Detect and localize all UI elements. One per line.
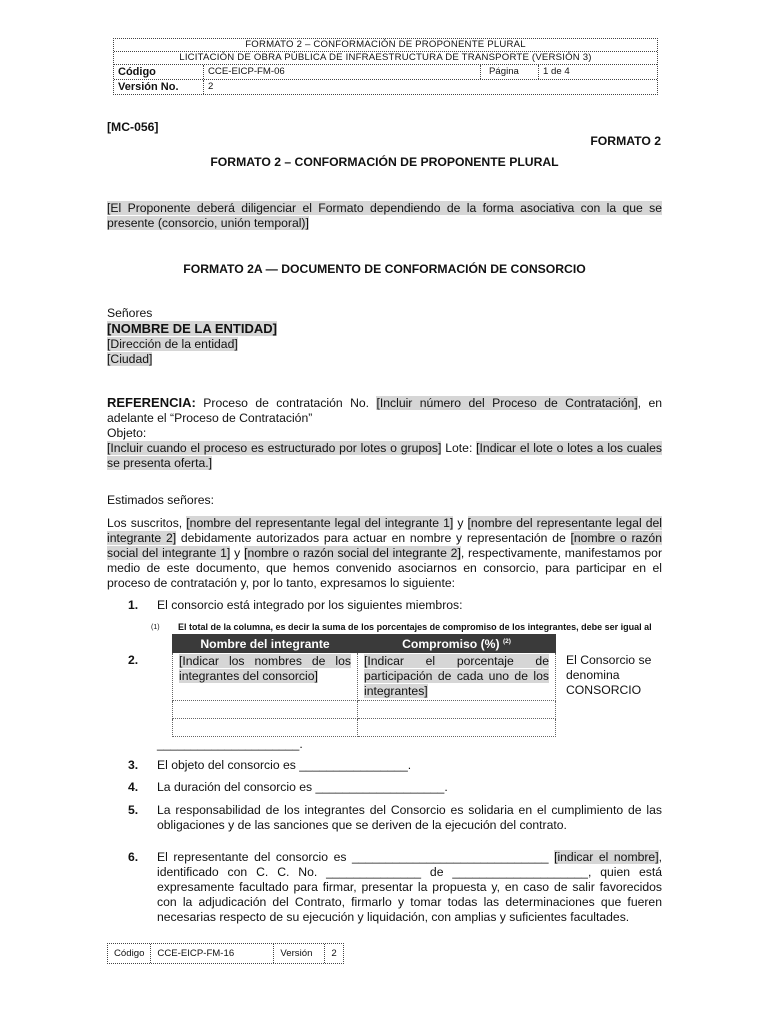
table-row	[173, 719, 556, 737]
item-5-text: La responsabilidad de los integrantes del Consorcio es solidaria en el cumplimiento de las obligaciones y de las sanciones que se deriven de la ejecución del contrato.	[157, 803, 662, 832]
footer-version-value: 2	[331, 948, 337, 959]
table-row	[173, 653, 556, 701]
item-number-1: 1.	[128, 598, 139, 612]
item-number-4: 4.	[128, 780, 139, 794]
column-header-name-label: Nombre del integrante	[200, 636, 330, 651]
body-text: debidamente autorizados para actuar en nombre y representación de	[180, 531, 566, 545]
representative-name-placeholder: [indicar el nombre]	[554, 850, 659, 864]
lote-placeholder: [Indicar el lote o lotes a los cuales se presenta oferta.]	[107, 441, 663, 470]
item-number-3: 3.	[128, 758, 139, 772]
body-text: , respectivamente, manifestamos por medio de este documento, que hemos convenido asociarnos en consorcio, para participar en el proceso de contratación y, por lo tanto, expresamos lo siguiente:	[107, 546, 663, 590]
referencia-label: REFERENCIA:	[107, 395, 196, 410]
reference-paragraph	[107, 395, 662, 426]
referencia-text-a: Proceso de contratación No.	[203, 396, 370, 410]
header-version-value: 2	[208, 81, 214, 92]
item-6-text-a: El representante del consorcio es _____________________________	[157, 850, 549, 864]
footer-codigo-label: Código	[108, 944, 151, 963]
body-paragraph	[107, 516, 662, 591]
column-header-name	[173, 635, 358, 653]
header-codigo-value: CCE-EICP-FM-06	[204, 65, 481, 79]
table-cell[interactable]	[358, 701, 556, 719]
header-pagina-label: Página	[481, 65, 539, 79]
addressee-block	[107, 306, 277, 367]
table-header-row	[173, 635, 556, 653]
item-3-text: El objeto del consorcio es ________________.	[157, 758, 412, 772]
body-text: Los suscritos,	[107, 516, 183, 530]
footer-version-label: Versión	[274, 944, 325, 963]
company-1-placeholder: [nombre o razón social del integrante 1]	[107, 531, 662, 560]
header-title-line1: FORMATO 2 – CONFORMACIÓN DE PROPONENTE PLURAL	[245, 39, 526, 50]
item-number-6: 6.	[128, 850, 139, 864]
instruction-text: [El Proponente deberá diligenciar el Formato dependiendo de la forma asociativa con la que se presente (consorcio, unión temporal)]	[107, 201, 662, 230]
table-cell[interactable]	[358, 653, 556, 701]
header-codigo-row	[114, 65, 657, 80]
footnote-content: El total de la columna, es decir la suma de los porcentajes de compromiso de los integrantes, debe ser igual al	[178, 622, 652, 632]
table-row	[173, 701, 556, 719]
main-title: FORMATO 2 – CONFORMACIÓN DE PROPONENTE PLURAL	[210, 155, 559, 169]
item-1-text: El consorcio está integrado por los siguientes miembros:	[157, 598, 463, 612]
header-pagina-value: 1 de 4	[543, 66, 570, 77]
header-title-line2: LICITACIÓN DE OBRA PÚBLICA DE INFRAESTRUCTURA DE TRANSPORTE (VERSIÓN 3)	[179, 52, 592, 63]
footnote-mark: (1)	[151, 624, 160, 631]
document-header-box	[113, 38, 658, 95]
table-cell[interactable]	[358, 719, 556, 737]
table-cell[interactable]	[173, 653, 358, 701]
item-4-text: La duración del consorcio es ___________________.	[157, 780, 448, 794]
header-version-row	[114, 80, 657, 94]
referencia-text-b: , en adelante el “Proceso de Contratación”	[107, 396, 663, 425]
formato-label-right: FORMATO 2	[590, 134, 661, 148]
entity-address-placeholder: [Dirección de la entidad]	[107, 337, 238, 351]
greeting: Estimados señores:	[107, 493, 215, 507]
item-2-text: El Consorcio se denomina CONSORCIO	[566, 653, 652, 697]
item-2-blank: _____________________.	[157, 737, 303, 751]
item-6-text	[157, 850, 662, 925]
item-number-5: 5.	[128, 803, 139, 817]
member-percentage-placeholder: [Indicar el porcentaje de participación de cada uno de los integrantes]	[364, 654, 549, 698]
senores-label: Señores	[107, 306, 153, 320]
members-table	[172, 634, 556, 737]
table-cell[interactable]	[173, 719, 358, 737]
subtitle: FORMATO 2A — DOCUMENTO DE CONFORMACIÓN DE CONSORCIO	[183, 262, 586, 276]
body-text: y	[234, 546, 241, 560]
process-number-placeholder: [Incluir número del Proceso de Contratación]	[376, 396, 638, 410]
objeto-paragraph	[107, 441, 662, 471]
column-header-sup: (2)	[502, 637, 511, 645]
objeto-label: Objeto:	[107, 426, 147, 440]
document-footer-box	[107, 943, 344, 964]
column-header-commitment	[358, 635, 556, 653]
table-cell[interactable]	[173, 701, 358, 719]
instruction-paragraph	[107, 201, 662, 231]
lote-label: Lote:	[445, 441, 473, 455]
header-codigo-label: Código	[114, 65, 204, 79]
legal-rep-2-placeholder: [nombre del representante legal del integrante 2]	[107, 516, 663, 545]
header-version-label: Versión No.	[114, 80, 204, 94]
reference-code: [MC-056]	[107, 120, 159, 134]
objeto-placeholder: [Incluir cuando el proceso es estructurado por lotes o grupos]	[107, 441, 442, 455]
entity-name-placeholder: [NOMBRE DE LA ENTIDAD]	[107, 321, 277, 336]
item-number-2: 2.	[128, 653, 139, 667]
footer-codigo-value: CCE-EICP-FM-16	[151, 944, 274, 963]
item-6-text-b: , identificado con C. C. No. ______________ de ____________________, quien está expresamente facultado para firmar, presentar la propuesta y, en caso de salir favorecidos con la adjudicación del Contrato, firmarlo y tomar todas las determinaciones que fueren necesarias respecto de su ejecución y liquidación, con amplias y suficientes facultades.	[157, 850, 662, 924]
company-2-placeholder: [nombre o razón social del integrante 2]	[244, 546, 461, 560]
body-text: y	[457, 516, 464, 530]
legal-rep-1-placeholder: [nombre del representante legal del integrante 1]	[186, 516, 454, 530]
column-header-commitment-label: Compromiso (%)	[402, 636, 500, 651]
member-names-placeholder: [Indicar los nombres de los integrantes del consorcio]	[179, 654, 351, 683]
city-placeholder: [Ciudad]	[107, 352, 153, 366]
